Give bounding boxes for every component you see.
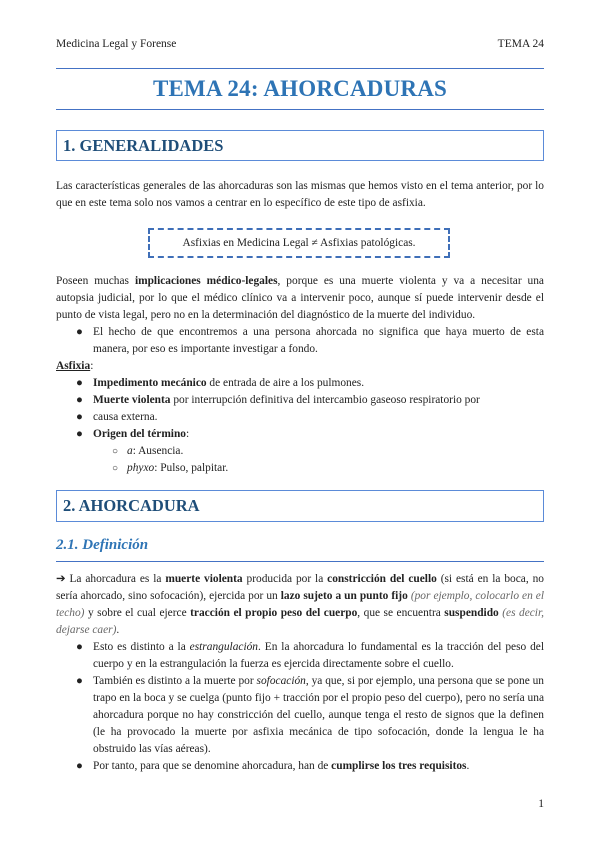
asfixia-label: Asfixia [56, 360, 91, 372]
bullet-icon: ● [76, 411, 83, 423]
note-box [148, 228, 450, 258]
sub-list-item: ○ phyxo: Pulso, palpitar. [112, 460, 544, 477]
bullet-icon: ● [76, 760, 83, 772]
list-item: ● Esto es distinto a la estrangulación. En la ahorcadura lo fundamental es la tracción del peso del cuerpo y en la estrangulación la fuerza es ejercida directamente sobre el cuello. [76, 641, 544, 670]
page-title: TEMA 24: AHORCADURAS [152, 76, 448, 101]
subsection-heading: 2.1. Definición [56, 537, 544, 562]
page-number: 1 [538, 798, 544, 810]
list-item: ● El hecho de que encontremos a una persona ahorcada no significa que haya muerto de esta manera, por eso es importante investigar a fondo. [76, 326, 544, 355]
implications-paragraph: Poseen muchas implicaciones médico-legales, porque es una muerte violenta y va a necesitar una autopsia judicial, por lo que el médico clínico va a intervenir poco, aunque sí puede intervenir desde el punto de vista legal, pero no en la determinación del diagnóstico de la muerte del individuo. [56, 275, 544, 321]
bullet-icon: ● [76, 394, 83, 406]
header-topic: TEMA 24 [497, 38, 544, 50]
sub-list-item: ○ a: Ausencia. [112, 443, 544, 460]
list-item: ● Por tanto, para que se denomine ahorcadura, han de cumplirse los tres requisitos. [76, 758, 544, 775]
running-header [56, 36, 544, 52]
bullet-icon: ● [76, 326, 83, 338]
note-text: Asfixias en Medicina Legal ≠ Asfixias patológicas. [182, 237, 416, 249]
list-item: ● Origen del término: [76, 426, 544, 443]
list-item: ● Muerte violenta por interrupción definitiva del intercambio gaseoso respiratorio por [76, 392, 544, 409]
section-1-heading-text: 1. GENERALIDADES [63, 136, 224, 155]
asfixia-label-line: Asfixia: [56, 360, 94, 372]
implications-bold: implicaciones médico-legales [134, 275, 278, 287]
title-top-rule [56, 68, 544, 69]
bullet-icon: ● [76, 675, 83, 687]
section-1-heading [56, 130, 544, 161]
bullet-icon: ● [76, 641, 83, 653]
circle-bullet-icon: ○ [112, 463, 119, 474]
header-course: Medicina Legal y Forense [56, 38, 177, 50]
bullet-icon: ● [76, 428, 83, 440]
section-1-intro: Las características generales de las ahorcaduras son las mismas que hemos visto en el tema anterior, por lo que en este tema solo nos vamos a centrar en lo específico de este tipo de asfixia. [56, 180, 544, 209]
arrow-icon: ➔ [56, 573, 66, 585]
definition-paragraph: ➔ La ahorcadura es la muerte violenta producida por la constricción del cuello (si está en la boca, no sería ahorcado, sino sofocación), ejercida por un lazo sujeto a un punto fijo (por ejemplo, colocarlo en el techo) y sobre el cual ejerce tracción el propio peso del cuerpo, que se encuentra suspendido (es decir, dejarse caer). [56, 573, 545, 636]
title-bottom-rule [56, 109, 544, 110]
section-2-heading [56, 490, 544, 522]
list-item: ● causa externa. [76, 409, 544, 426]
list-item: ● Impedimento mecánico de entrada de aire a los pulmones. [76, 375, 544, 392]
bullet-icon: ● [76, 377, 83, 389]
circle-bullet-icon: ○ [112, 446, 119, 457]
section-2-heading-text: 2. AHORCADURA [63, 496, 200, 515]
list-item: ● También es distinto a la muerte por sofocación, ya que, si por ejemplo, una persona que se pone un trapo en la boca y se cuelga (punto fijo + tracción por el propio peso del cuerpo), pero no sería una ahorcadura porque no hay constricción del cuello, aunque tenga el resto de signos que la definen (le ha provocado la muerte por asfixia mecánica de tipo sofocación, donde la lengua le ha obstruido las vías aéreas). [76, 675, 545, 755]
